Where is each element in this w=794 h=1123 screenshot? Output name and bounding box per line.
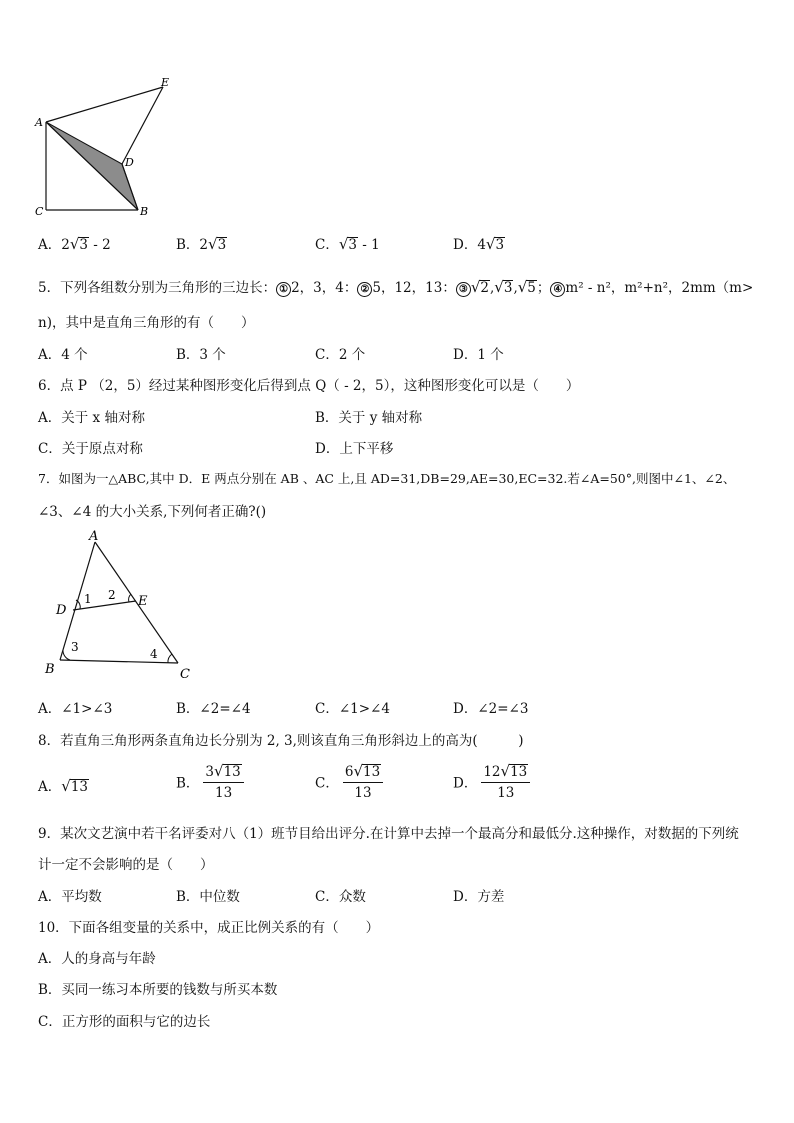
q4-option-b[interactable]: B．2√3: [176, 235, 227, 253]
q8-option-d[interactable]: D． $\frac{12√13}{13}$: [453, 762, 530, 801]
q9-option-c[interactable]: C．众数: [315, 889, 366, 905]
q10-option-b[interactable]: B．买同一练习本所要的钱数与所买本数: [38, 982, 278, 998]
label-b: B: [140, 205, 149, 218]
figure-q7: [40, 530, 200, 680]
q9-line2: 计一定不会影响的是（ ）: [38, 857, 214, 873]
q9-option-b[interactable]: B．中位数: [176, 889, 240, 905]
q7-line1: 7．如图为一△ABC,其中 D．E 两点分别在 AB 、AC 上,且 AD=31,DB=29,AE=30,EC=32.若∠A=50°,则图中∠1、∠2、: [38, 471, 736, 486]
q8-option-b[interactable]: B． $\frac{3√13}{13}$: [176, 762, 244, 801]
angle-label-3: 3: [71, 640, 79, 654]
segment-de: [73, 601, 136, 610]
q4-option-d[interactable]: D．4√3: [453, 235, 505, 253]
q10-text: 10．下面各组变量的关系中，成正比例关系的有（ ）: [38, 920, 380, 936]
q6-option-a[interactable]: A．关于 x 轴对称: [38, 410, 145, 426]
q7-option-b[interactable]: B．∠2=∠4: [176, 701, 251, 717]
angle-4-arc: [168, 654, 172, 663]
q5-option-a[interactable]: A．4 个: [38, 347, 88, 363]
label-d: D: [125, 156, 134, 169]
q8-option-a[interactable]: A．√13: [38, 777, 88, 795]
angle-label-4: 4: [150, 647, 158, 661]
q8-text: 8．若直角三角形两条直角边长分别为 2, 3,则该直角三角形斜边上的高为( ): [38, 733, 524, 749]
angle-label-2: 2: [108, 588, 116, 602]
q4-option-a[interactable]: A．2√3 - 2: [38, 235, 111, 253]
q7-option-c[interactable]: C．∠1>∠4: [315, 701, 390, 717]
q10-option-a[interactable]: A．人的身高与年龄: [38, 951, 156, 967]
q4-option-c[interactable]: C．√3 - 1: [315, 235, 380, 253]
label-d: D: [56, 603, 67, 618]
q6-option-b[interactable]: B．关于 y 轴对称: [315, 410, 423, 426]
label-b: B: [45, 662, 55, 677]
q7-option-d[interactable]: D．∠2=∠3: [453, 701, 529, 717]
q7-line2: ∠3、∠4 的大小关系,下列何者正确?(): [38, 504, 267, 520]
label-a: A: [35, 116, 43, 129]
label-c: C: [35, 205, 44, 218]
angle-label-1: 1: [84, 592, 92, 606]
figure-q4: [30, 72, 180, 222]
label-e: E: [138, 594, 148, 609]
segment-bc: [60, 660, 178, 663]
q9-line1: 9．某次文艺演中若干名评委对八（1）班节目给出评分.在计算中去掉一个最高分和最低分.这种操作，对数据的下列统: [38, 826, 739, 842]
segment-ac: [95, 542, 178, 663]
q5-option-c[interactable]: C．2 个: [315, 347, 366, 363]
q6-option-d[interactable]: D．上下平移: [315, 441, 394, 457]
q5-option-d[interactable]: D．1 个: [453, 347, 504, 363]
label-a: A: [89, 530, 99, 544]
q5-line2: n)，其中是直角三角形的有（ ）: [38, 315, 255, 331]
q5-option-b[interactable]: B．3 个: [176, 347, 226, 363]
q5-line1: 5．下列各组数分别为三角形的三边长： ① 2，3，4： ② 5，12，13： ③ √2,√3,√5； ④ m² - n²，m²+n²，2mm（m>: [38, 278, 754, 296]
q7-option-a[interactable]: A．∠1>∠3: [38, 701, 113, 717]
segment-ed: [122, 87, 163, 164]
label-c: C: [180, 667, 190, 680]
angle-2-arc: [129, 594, 131, 602]
label-e: E: [161, 76, 170, 89]
segment-ae: [46, 87, 163, 122]
q9-option-a[interactable]: A．平均数: [38, 889, 102, 905]
angle-3-arc: [63, 650, 70, 660]
q9-option-d[interactable]: D．方差: [453, 889, 505, 905]
q6-option-c[interactable]: C．关于原点对称: [38, 441, 143, 457]
q10-option-c[interactable]: C．正方形的面积与它的边长: [38, 1014, 211, 1030]
q8-option-c[interactable]: C． $\frac{6√13}{13}$: [315, 762, 383, 801]
q6-text: 6．点 P （2，5）经过某种图形变化后得到点 Q（ - 2，5），这种图形变化可以是（ ）: [38, 378, 580, 394]
